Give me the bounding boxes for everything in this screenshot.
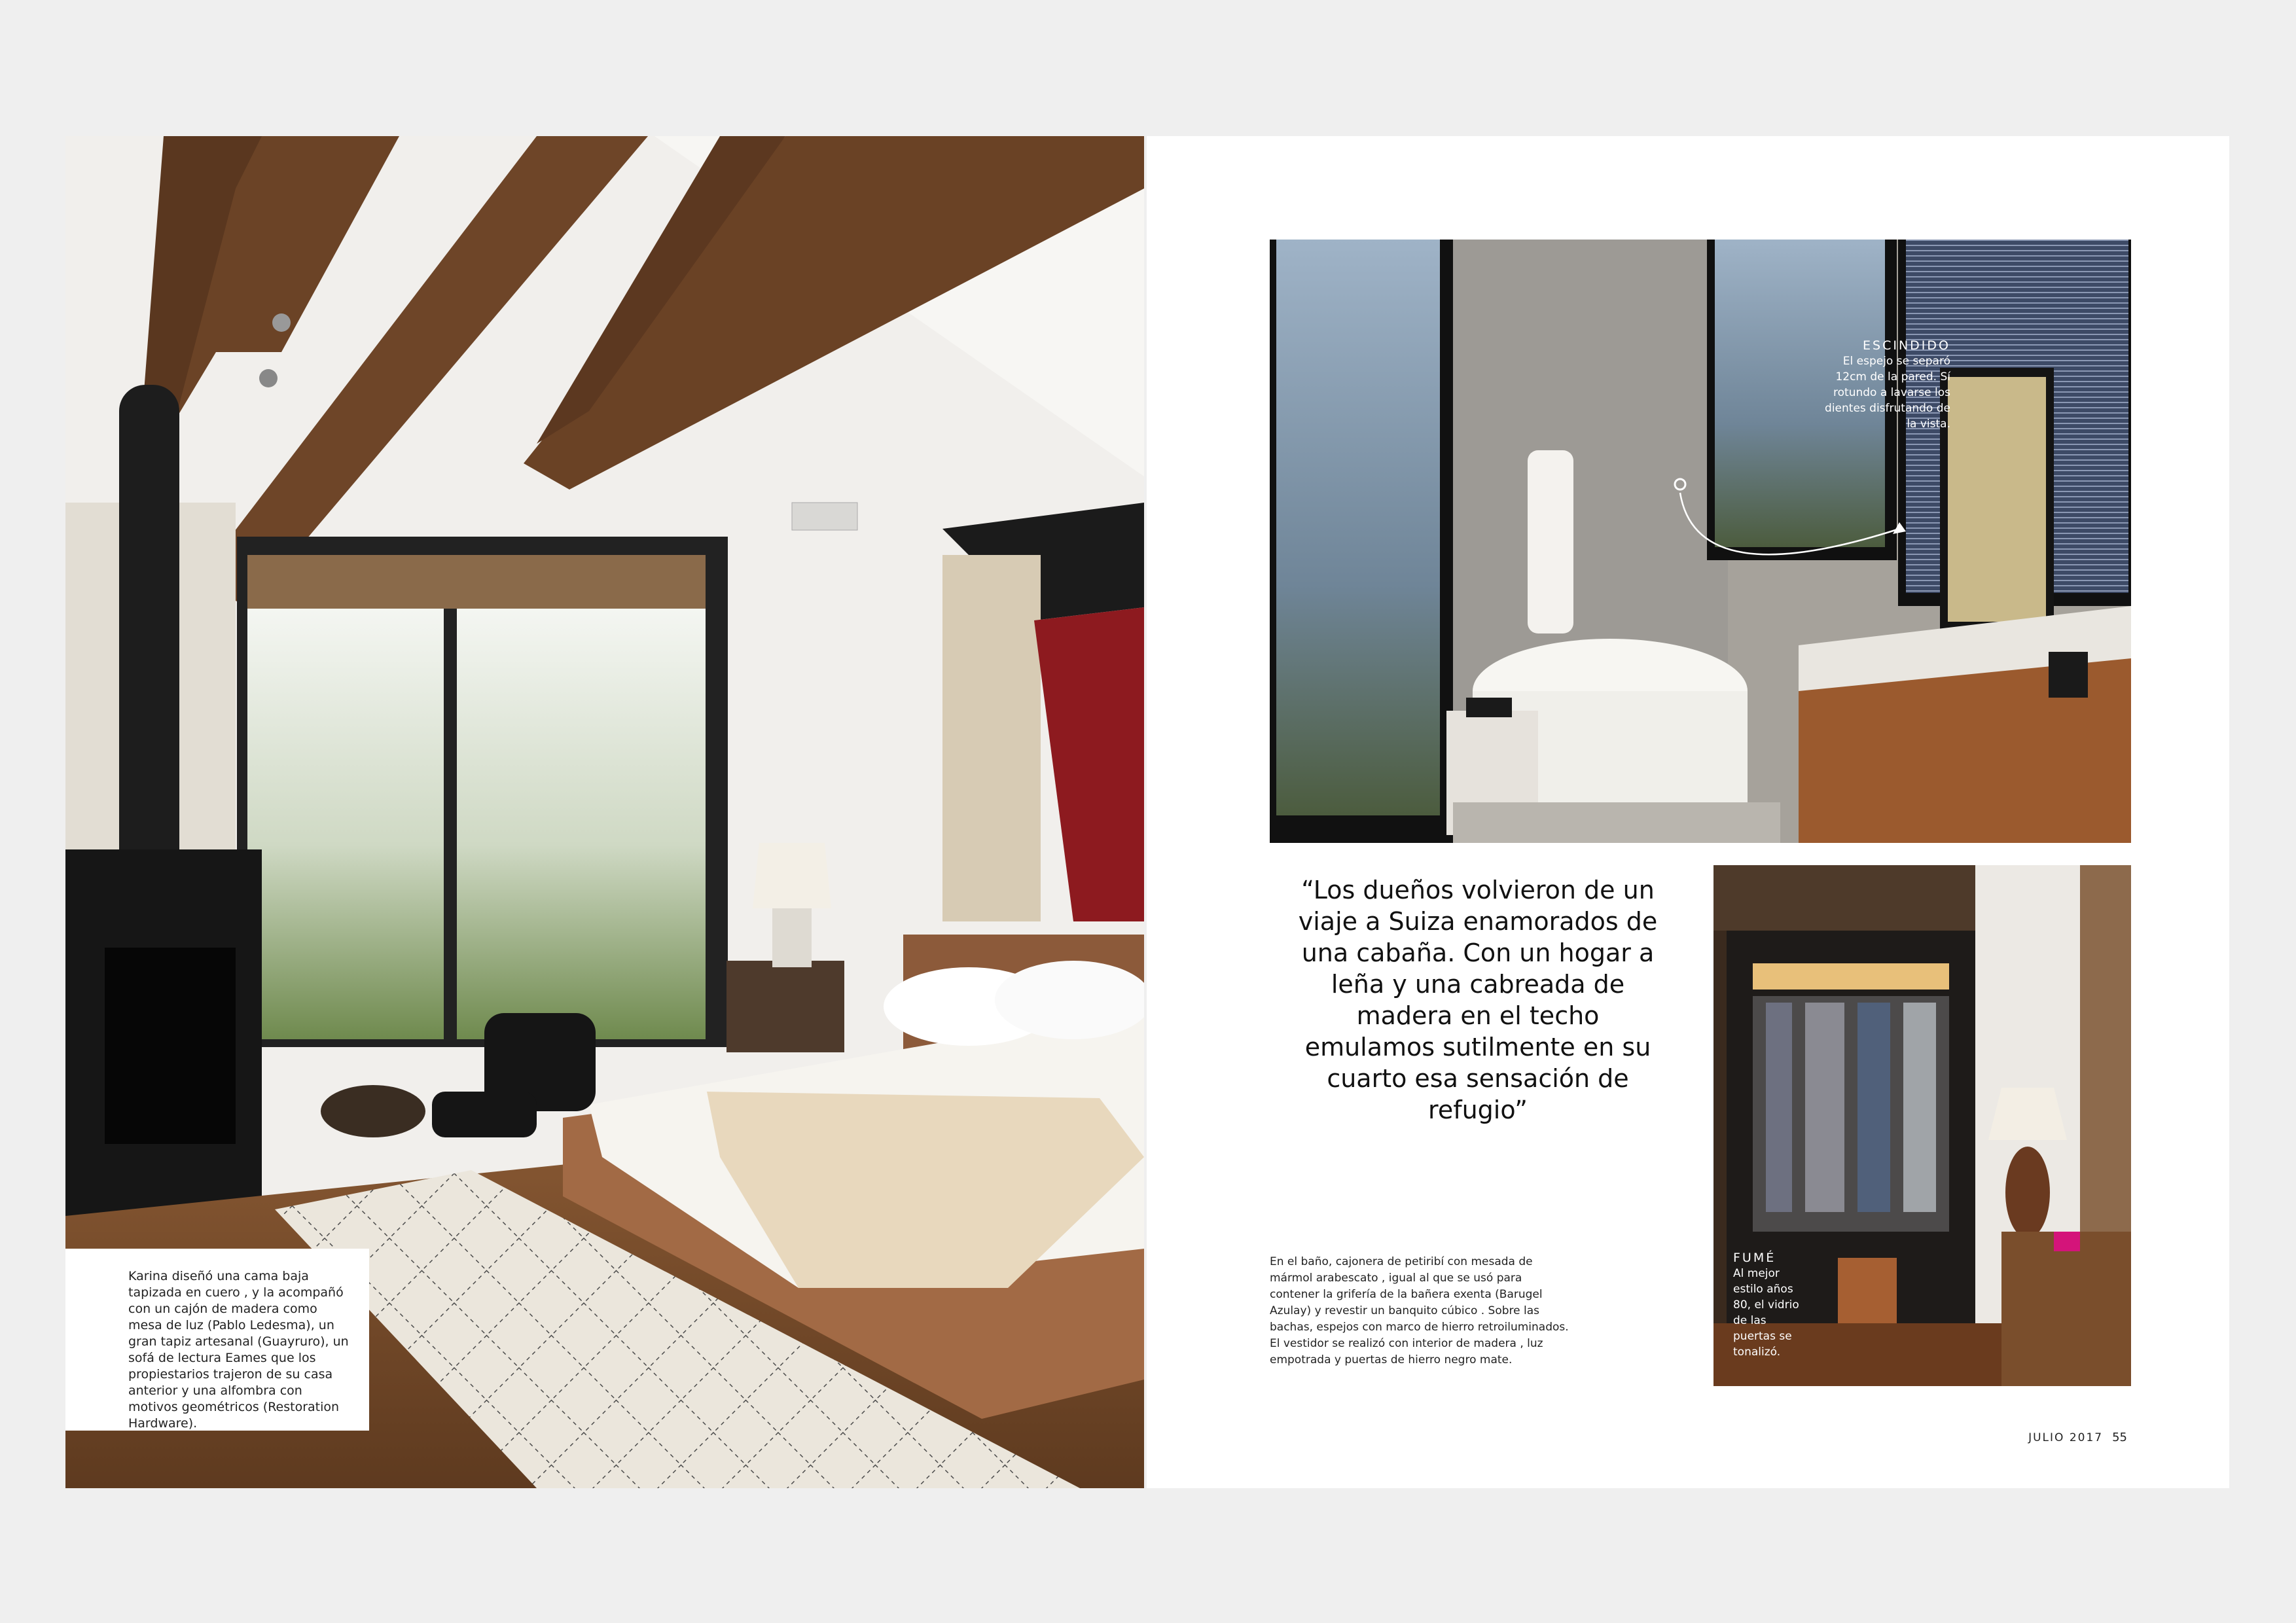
fume-text: Al mejor estilo años 80, el vidrio de las puertas se tonalizó. [1733,1267,1799,1359]
pull-quote: “Los dueños volvieron de un viaje a Suiza enamorados de una cabaña. Con un hogar a leña y una cabreada de madera en el techo emulamos sutilmente en su cuarto esa sensación de refugio” [1298,876,1658,1124]
folio-month: JULIO 2017 [2028,1431,2104,1444]
bedroom-caption: Karina diseñó una cama baja tapizada en cuero , y la acompañó con un cajón de madera como mesa de luz (Pablo Ledesma), un gran tapiz artesanal (Guayruro), un sofá de lectura Eames que los propiestarios trajeron de su casa anterior y una alfombra con motivos geométricos (Restoration Hardware). [128,1269,349,1431]
fume-title: FUMÉ [1733,1251,1776,1265]
body-text: En el baño, cajonera de petiribí con mesada de mármol arabescato , igual al que se usó para contener la grifería de la bañera exenta (Barugel Azulay) y revestir un banquito cúbico . Sobre las bachas, espejos con marco de hierro retroiluminados. El vestidor se realizó con interior de madera , luz empotrada y puertas de hierro negro mate. [1270,1255,1569,1366]
escindido-caption [1814,338,1950,432]
bathroom-photo [1270,240,2131,843]
escindido-title: ESCINDIDO [1863,338,1950,353]
fume-caption [1733,1250,1805,1360]
escindido-text: El espejo se separó 12cm de la pared. Sí rotundo a lavarse los dientes disfrutando de la vista. [1825,355,1950,431]
page-number: 55 [2112,1431,2127,1444]
caption-box [65,1249,369,1431]
folio [2028,1431,2127,1444]
left-page [65,136,1144,1488]
right-page [1147,136,2229,1488]
